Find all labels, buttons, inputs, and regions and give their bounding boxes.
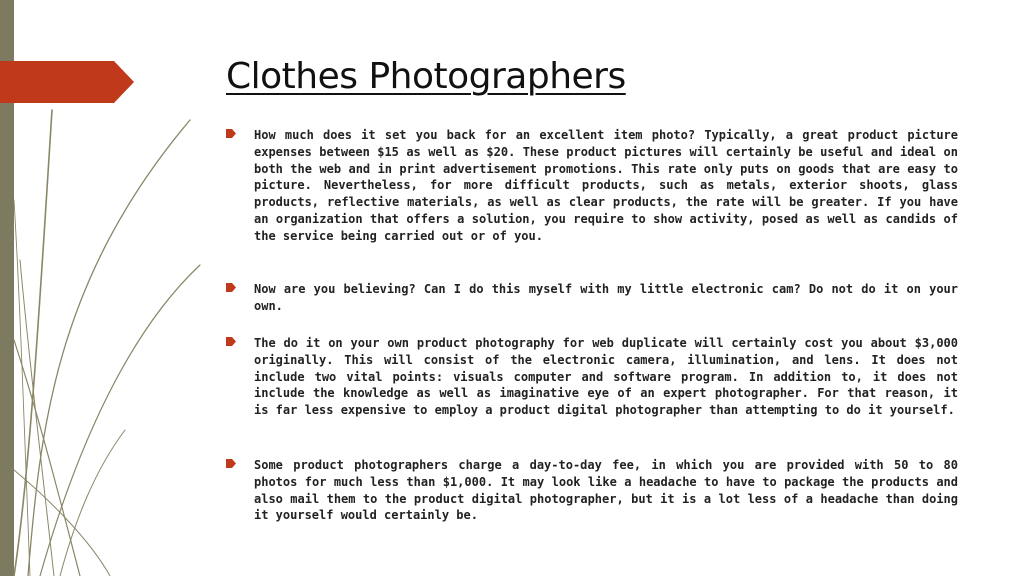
bullet-item — [226, 457, 958, 524]
arrow-bullet-icon — [226, 337, 236, 346]
bullet-item — [226, 127, 958, 245]
arrow-banner-icon — [0, 61, 135, 103]
bullet-item — [226, 281, 958, 315]
arrow-bullet-icon — [226, 459, 236, 468]
arrow-bullet-icon — [226, 283, 236, 292]
slide-title: Clothes Photographers — [226, 56, 626, 97]
bullet-text: Some product photographers charge a day-to-day fee, in which you are provided with 50 to 80 photos for much less than $1,000. It may look like a headache to have to package the products and also mail them to the product digital photographer, but it is a lot less of a headache than doing it yourself would certainly be. — [254, 458, 958, 523]
bullet-text: How much does it set you back for an excellent item photo? Typically, a great product picture expenses between $15 as well as $20. These product pictures will certainly be useful and ideal on both the web and in print advertisement promotions. This rate only puts on goods that are easy to picture. Nevertheless, for more difficult products, such as metals, exterior shoots, glass products, reflective materials, as well as clear products, the rate will be greater. If you have an organization that offers a solution, you require to show activity, posed as well as candids of the service being carried out or of you. — [254, 128, 958, 243]
bullet-text: Now are you believing? Can I do this myself with my little electronic cam? Do not do it on your own. — [254, 282, 958, 313]
bullet-item — [226, 335, 958, 419]
arrow-bullet-icon — [226, 129, 236, 138]
bullet-text: The do it on your own product photography for web duplicate will certainly cost you about $3,000 originally. This will consist of the electronic camera, illumination, and lens. It does not include two vital points: visuals computer and software program. In addition to, it does not include the knowledge as well as imaginative eye of an expert photographer. For that reason, it is far less expensive to employ a product digital photographer than attempting to do it yourself. — [254, 336, 958, 418]
